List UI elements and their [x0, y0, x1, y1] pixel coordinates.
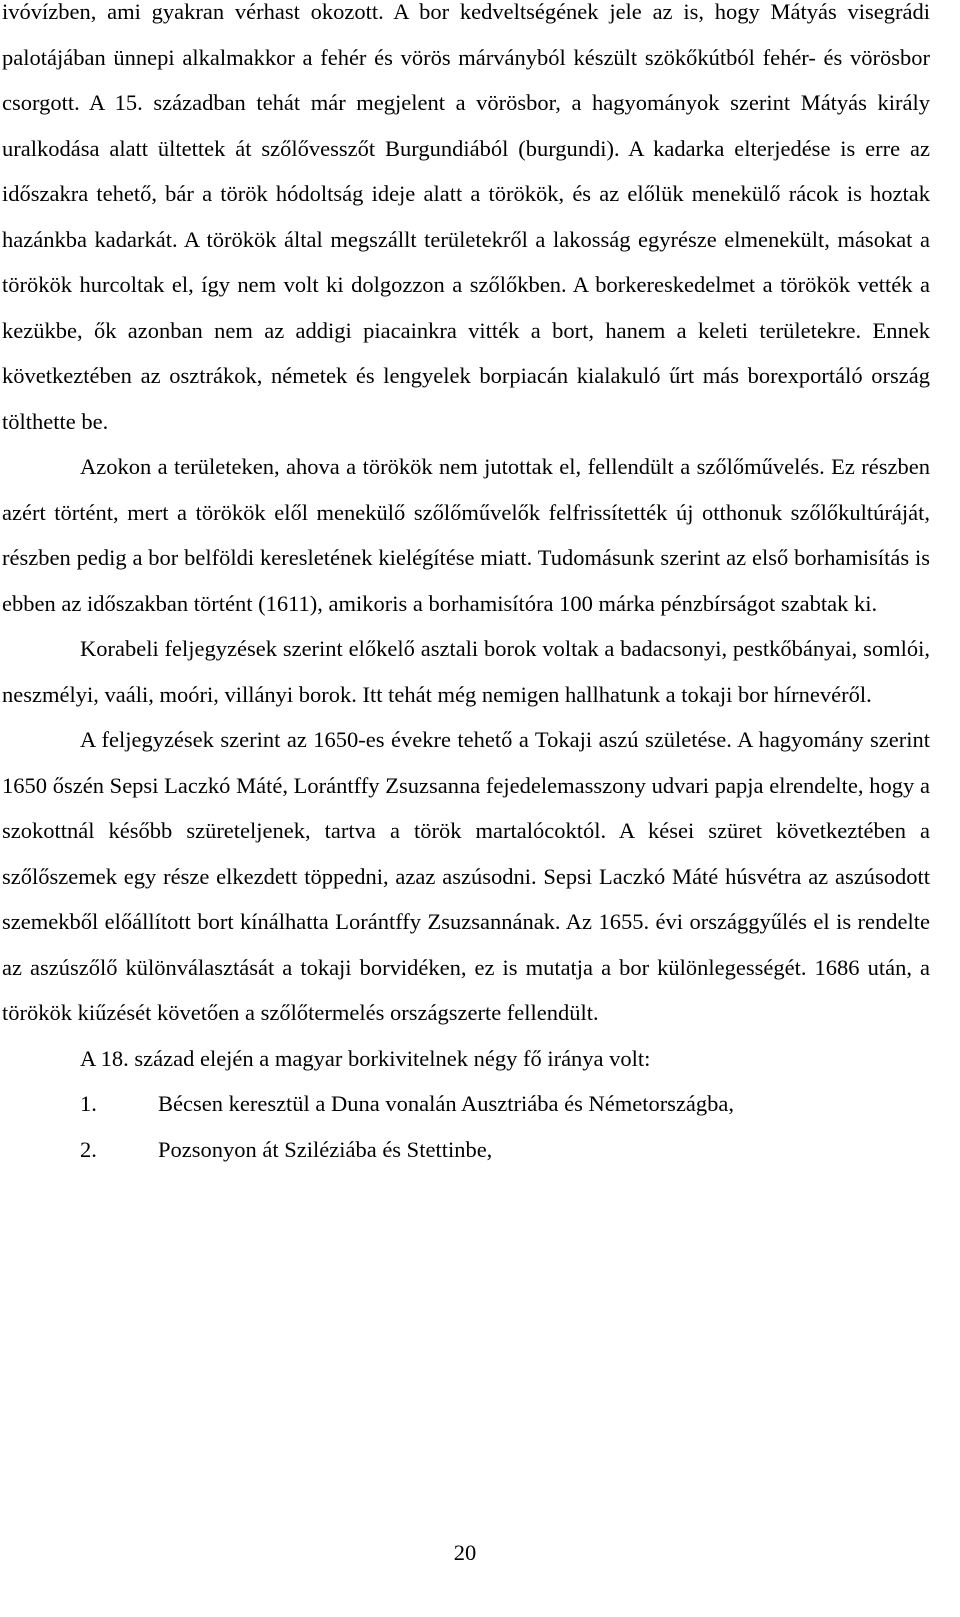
- list-item-text: Pozsonyon át Sziléziába és Stettinbe,: [158, 1136, 493, 1162]
- list-intro: A 18. század elején a magyar borkivitelnek négy fő iránya volt:: [80, 1045, 651, 1071]
- paragraph-3: Korabeli feljegyzések szerint előkelő asztali borok voltak a badacsonyi, pestkőbányai, somlói, neszmélyi, vaáli, moóri, villányi borok. Itt tehát még nemigen hallhatunk a tokaji bor hírnevéről.: [2, 636, 930, 707]
- list-item-number: 2.: [80, 1136, 97, 1162]
- paragraph-2: Azokon a területeken, ahova a törökök nem jutottak el, fellendült a szőlőművelés. Ez részben azért történt, mert a törökök elől menekülő szőlőművelők felfrissítették új otthonuk szőlőkultúráját, részben pedig a bor belföldi keresletének kielégítése miatt. Tudomásunk szerint az első borhamisítás is ebben az időszakban történt (1611), amikoris a borhamisítóra 100 márka pénzbírságot szabtak ki.: [2, 454, 930, 616]
- page-number: 20: [453, 1540, 477, 1565]
- list-item: [2, 1081, 930, 1127]
- paragraph-1: ivóvízben, ami gyakran vérhast okozott. A bor kedveltségének jele az is, hogy Mátyás visegrádi palotájában ünnepi alkalmakkor a fehér és vörös márványból készült szökőkútból fehér- és vörösbor csorgott. A 15. században tehát már megjelent a vörösbor, a hagyományok szerint Mátyás király uralkodása alatt ültettek át szőlővesszőt Burgundiából (burgundi). A kadarka elterjedése is erre az időszakra tehető, bár a török hódoltság ideje alatt a törökök, és az előlük menekülő rácok is hoztak hazánkba kadarkát. A törökök által megszállt területekről a lakosság egyrésze elmenekült, másokat a törökök hurcoltak el, így nem volt ki dolgozzon a szőlőkben. A borkereskedelmet a törökök vették a kezükbe, ők azonban nem az addigi piacainkra vitték a bort, hanem a keleti területekre. Ennek következtében az osztrákok, németek és lengyelek borpiacán kialakuló űrt más borexportáló ország tölthette be.: [2, 0, 930, 434]
- paragraph-4: A feljegyzések szerint az 1650-es évekre tehető a Tokaji aszú születése. A hagyomány szerint 1650 őszén Sepsi Laczkó Máté, Lorántffy Zsuzsanna fejedelemasszony udvari papja elrendelte, hogy a szokottnál később szüreteljenek, tartva a török martalócoktól. A kései szüret következtében a szőlőszemek egy része elkezdett töppedni, azaz aszúsodni. Sepsi Laczkó Máté húsvétra az aszúsodott szemekből előállított bort kínálhatta Lorántffy Zsuzsannának. Az 1655. évi országgyűlés el is rendelte az aszúszőlő különválasztását a tokaji borvidéken, ez is mutatja a bor különlegességét. 1686 után, a törökök kiűzését követően a szőlőtermelés országszerte fellendült.: [2, 727, 930, 1025]
- list-item-number: 1.: [80, 1091, 97, 1116]
- list-item-text: Bécsen keresztül a Duna vonalán Ausztriába és Németországba,: [158, 1091, 735, 1116]
- body-text: [2, 0, 930, 1172]
- list-item: [2, 1127, 930, 1173]
